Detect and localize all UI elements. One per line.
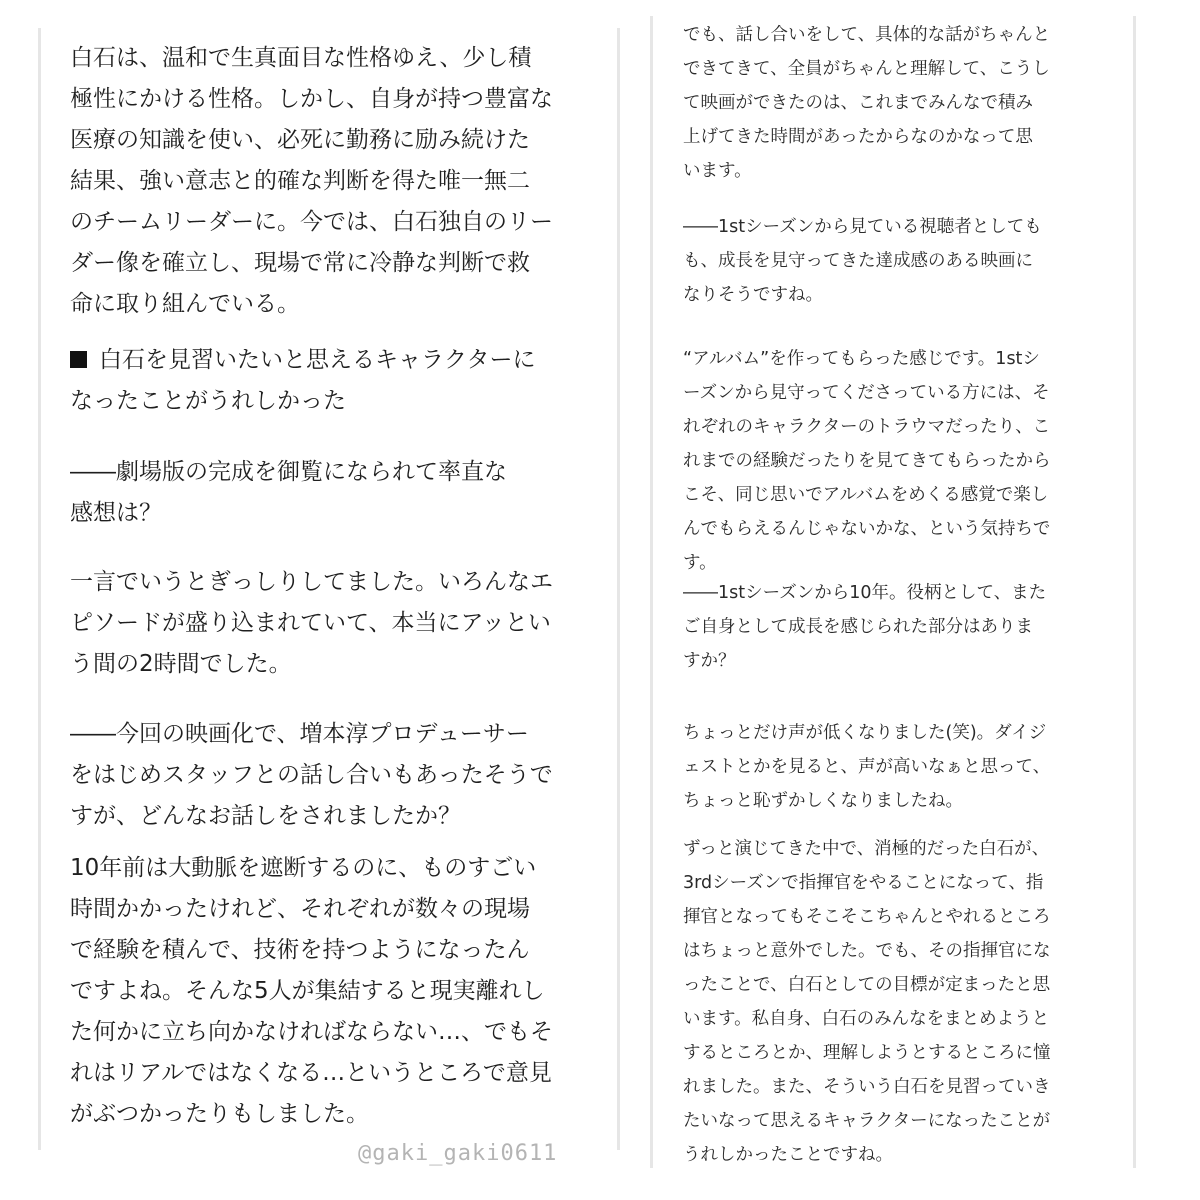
interview-answer — [70, 562, 553, 685]
text-line: れました。また、そういう白石を見習っていき — [683, 1077, 1051, 1097]
text-line: 命に取り組んでいる。 — [70, 291, 300, 317]
text-line: ご自身として成長を感じられた部分はありま — [683, 617, 1033, 637]
text-line: 白石は、温和で生真面目な性格ゆえ、少し積 — [70, 45, 532, 71]
right-intro-paragraph — [683, 18, 1050, 188]
text-line: 医療の知識を使い、必死に勤務に励み続けた — [70, 127, 530, 153]
text-line: できてきて、全員がちゃんと理解して、こうし — [683, 59, 1050, 79]
interview-question — [683, 576, 1046, 678]
left-article-panel — [38, 28, 620, 1150]
heading-line: 白石を見習いたいと思えるキャラクターに — [70, 340, 536, 381]
text-line: 揮官となってもそこそこちゃんとやれるところ — [683, 907, 1051, 927]
text-line: います。私自身、白石のみんなをまとめようと — [683, 1009, 1050, 1029]
text-line: う間の2時間でした。 — [70, 651, 292, 677]
text-line: んでもらえるんじゃないかな、という気持ちで — [683, 519, 1051, 539]
text-line: なりそうですね。 — [683, 285, 823, 305]
text-line: ――1stシーズンから10年。役柄として、また — [683, 583, 1047, 603]
text-line: するところとか、理解しようとするところに憧 — [683, 1043, 1051, 1063]
text-line: れはリアルではなくなる…というところで意見 — [70, 1060, 552, 1086]
text-line: うれしかったことですね。 — [683, 1145, 893, 1165]
text-line: をはじめスタッフとの話し合いもあったそうで — [70, 762, 553, 788]
text-line: ずっと演じてきた中で、消極的だった白石が、 — [683, 839, 1050, 859]
text-line: ピソードが盛り込まれていて、本当にアッとい — [70, 610, 551, 636]
text-line: ェストとかを見ると、声が高いなぁと思って、 — [683, 757, 1051, 777]
text-line: ――今回の映画化で、増本淳プロデューサー — [70, 721, 529, 747]
text-line: ったことで、白石としての目標が定まったと思 — [683, 975, 1051, 995]
interview-question — [70, 452, 507, 534]
right-article-panel — [650, 16, 1136, 1168]
interview-answer — [683, 832, 1051, 1172]
interview-question — [70, 714, 553, 837]
interview-answer — [683, 342, 1051, 580]
text-line: 上げてきた時間があったからなのかなって思 — [683, 127, 1033, 147]
text-line: こそ、同じ思いでアルバムをめくる感覚で楽し — [683, 485, 1049, 505]
text-line: たいなって思えるキャラクターになったことが — [683, 1111, 1051, 1131]
text-line: ちょっとだけ声が低くなりました(笑)。ダイジ — [683, 723, 1047, 743]
text-line: すが、どんなお話しをされましたか？ — [70, 803, 461, 829]
text-line: 10年前は大動脈を遮断するのに、ものすごい — [70, 855, 537, 881]
text-line: ですよね。そんな5人が集結すると現実離れし — [70, 978, 545, 1004]
text-line: た何かに立ち向かなければならない…、でもそ — [70, 1019, 553, 1045]
text-line: ーズンから見守ってくださっている方には、そ — [683, 383, 1050, 403]
interview-question — [683, 210, 1042, 312]
left-intro-paragraph — [70, 38, 553, 325]
text-line: で経験を積んで、技術を持つようになったん — [70, 937, 530, 963]
watermark-handle: @gaki_gaki0611 — [358, 1141, 558, 1166]
text-line: がぶつかったりもしました。 — [70, 1101, 369, 1127]
text-line: ちょっと恥ずかしくなりましたね。 — [683, 791, 963, 811]
text-line: すか？ — [683, 651, 736, 671]
text-line: でも、話し合いをして、具体的な話がちゃんと — [683, 25, 1051, 45]
text-line: 感想は？ — [70, 500, 162, 526]
interview-answer — [683, 716, 1050, 818]
text-line: す。 — [683, 553, 717, 573]
section-heading — [70, 340, 536, 422]
text-line: はちょっと意外でした。でも、その指揮官にな — [683, 941, 1051, 961]
interview-answer — [70, 848, 553, 1135]
square-bullet-icon — [70, 351, 87, 368]
text-line: れまでの経験だったりを見てきてもらったから — [683, 451, 1051, 471]
text-line: も、成長を見守ってきた達成感のある映画に — [683, 251, 1033, 271]
text-line: 結果、強い意志と的確な判断を得た唯一無二 — [70, 168, 530, 194]
text-line: ――1stシーズンから見ている視聴者としても — [683, 217, 1042, 237]
text-line: て映画ができたのは、これまでみんなで積み — [683, 93, 1033, 113]
text-line: 一言でいうとぎっしりしてました。いろんなエ — [70, 569, 553, 595]
text-line: れぞれのキャラクターのトラウマだったり、こ — [683, 417, 1051, 437]
text-line: 時間かかったけれど、それぞれが数々の現場 — [70, 896, 530, 922]
text-line: ――劇場版の完成を御覧になられて率直な — [70, 459, 507, 485]
text-line: います。 — [683, 161, 752, 181]
text-line: ダー像を確立し、現場で常に冷静な判断で救 — [70, 250, 530, 276]
text-line: のチームリーダーに。今では、白石独自のリー — [70, 209, 553, 235]
text-line: 3rdシーズンで指揮官をやることになって、指 — [683, 873, 1044, 893]
text-line: “アルバム”を作ってもらった感じです。1stシ — [683, 349, 1040, 369]
heading-line: なったことがうれしかった — [70, 388, 346, 414]
text-line: 極性にかける性格。しかし、自身が持つ豊富な — [70, 86, 553, 112]
